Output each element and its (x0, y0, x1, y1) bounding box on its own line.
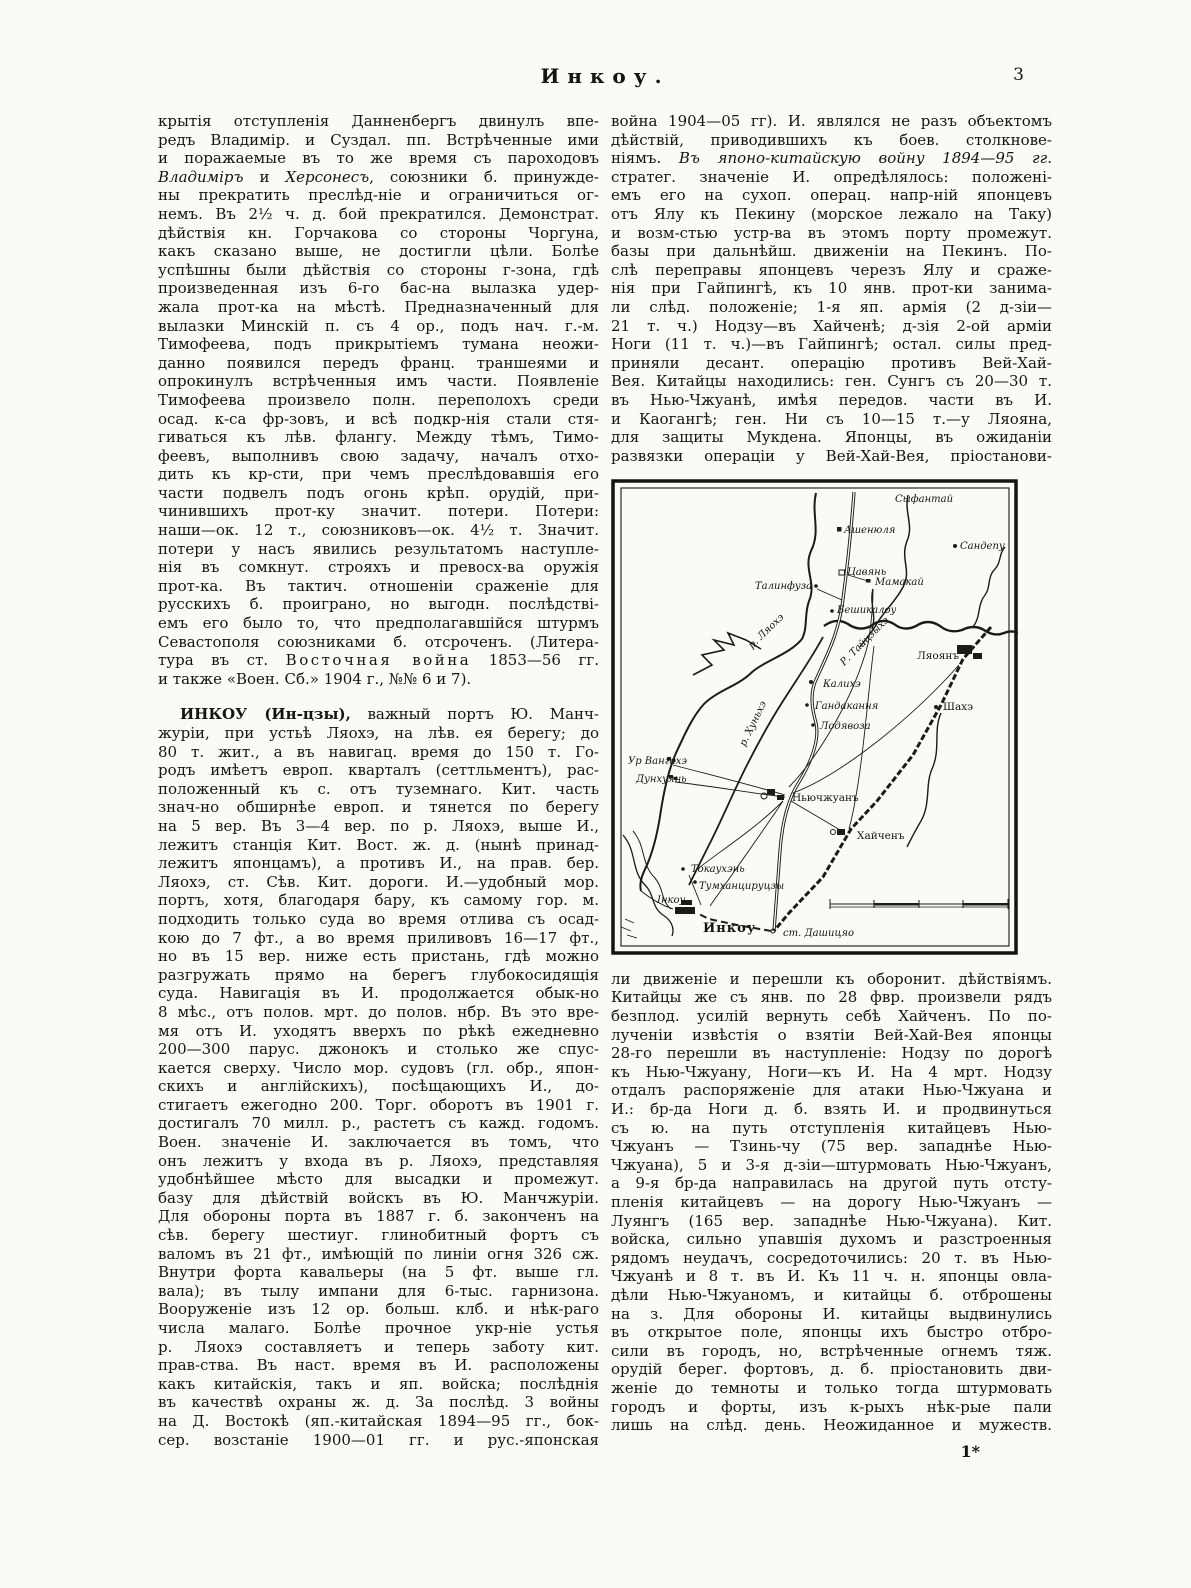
text-line: подходить только суда во время отлива съ осад- (158, 909, 599, 928)
text-line: Чжуана), 5 и 3-я д-зіи—штурмовать Нью-Чжуанъ, (611, 1155, 1052, 1174)
text-line: сер. возстаніе 1900—01 гг. и рус.-японская (158, 1430, 599, 1449)
text-line: женіе до темноты и только тогда штурмовать (611, 1378, 1052, 1397)
text-line: Ноги (11 т. ч.)—въ Гайпингѣ; остал. силы пред- (611, 335, 1052, 354)
text-line: а 9-я бр-да направилась на другой путь отсту- (611, 1174, 1052, 1193)
text-line: 28-го перешли въ наступленіе: Нодзу по дорогѣ (611, 1044, 1052, 1063)
text-segment: ніямъ. (611, 149, 679, 168)
text-line: отдалъ распоряженіе для атаки Нью-Чжуана и (611, 1081, 1052, 1100)
styled-text-segment: Восточная война (285, 651, 472, 670)
text-line: войска, сильно упавшія духомъ и разстроенныя (611, 1230, 1052, 1249)
text-line: русскихъ б. проиграно, но выгодн. послѣдстві- (158, 595, 599, 614)
text-line: на 5 вер. Въ 3—4 вер. по р. Ляохэ, выше И., (158, 816, 599, 835)
text-line: ны прекратить преслѣд-ніе и ограничиться ог- (158, 186, 599, 205)
text-line: въ качествѣ охраны ж. д. За послѣд. 3 войны (158, 1393, 599, 1412)
text-line: р. Ляохэ составляетъ и теперь заботу кит. (158, 1337, 599, 1356)
text-line: и Каогангѣ; ген. Ни съ 10—15 т.—у Ляояна, (611, 409, 1052, 428)
map-label: Тумханцируцзы (699, 881, 785, 893)
text-line: родъ имѣетъ европ. кварталъ (сеттльментъ), рас- (158, 761, 599, 780)
styled-text-segment: ИНКОУ (Ин-цзы), (180, 705, 351, 724)
text-line: положенный къ с. отъ туземнаго. Кит. часть (158, 779, 599, 798)
text-line: чинившихъ прот-ку значит. потери. Потери: (158, 502, 599, 521)
text-line: но въ 15 вер. ниже есть пристань, гдѣ можно (158, 947, 599, 966)
text-line: Тимофеева, подъ прикрытіемъ тумана неожи- (158, 335, 599, 354)
map-label: Шахэ (943, 701, 974, 714)
text-line: Севастополя союзниками б. отсроченъ. (Литера- (158, 632, 599, 651)
map-label: Гандакання (815, 701, 879, 713)
text-line: немъ. Въ 2½ ч. д. бой прекратился. Демонстрат. (158, 204, 599, 223)
text-line: Тимофеева произвело полн. переполохъ среди (158, 390, 599, 409)
text-line: скихъ и англійскихъ), посѣщающихъ И., до- (158, 1077, 599, 1096)
map-label: Бешикалоу (837, 605, 897, 617)
text-line: кается сверху. Число мор. судовъ (гл. обр., япон- (158, 1058, 599, 1077)
map-label: Мамакай (875, 577, 924, 589)
map-label: Цавянь (847, 567, 887, 579)
text-line: Китайцы же съ янв. по 28 фвр. произвели рядъ (611, 988, 1052, 1007)
map-label: Ур Вангахэ (628, 756, 687, 768)
text-line: Чжуанѣ и 8 т. въ И. Къ 11 ч. н. японцы овла- (611, 1267, 1052, 1286)
text-line: прав-ства. Въ наст. время въ И. расположены (158, 1356, 599, 1375)
text-line: и также «Воен. Сб.» 1904 г., №№ 6 и 7). (158, 669, 472, 688)
text-line: емъ его на сухоп. операц. напр-ній японцевъ (611, 186, 1052, 205)
text-segment: тура въ ст. (158, 651, 286, 670)
text-line: городъ и форты, изъ к-рыхъ нѣк-рые пали (611, 1397, 1052, 1416)
map-scale-bar (830, 899, 1008, 909)
text-line: отъ Ялу къ Пекину (морское лежало на Таку) (611, 204, 1052, 223)
text-line: прот-ка. Въ тактич. отношеніи сраженіе для (158, 576, 599, 595)
railway-hatched-line (774, 627, 991, 931)
text-line: осад. к-са фр-зовъ, и всѣ подкр-нія стали стя- (158, 409, 599, 428)
paragraph-right-top (611, 112, 1052, 465)
paragraph-right-bottom (611, 970, 1052, 1435)
text-line: Внутри форта кавальеры (на 5 фт. выше гл. (158, 1263, 599, 1282)
map-rivers (621, 493, 1018, 938)
map-label: Дунхуянь (636, 774, 687, 786)
signature-mark: 1* (960, 1441, 980, 1461)
text-line: успѣшны были дѣйствія со стороны г-зона, гдѣ (158, 260, 599, 279)
text-line (158, 168, 599, 187)
text-line: дѣли Нью-Чжуаномъ, и китайцы б. отброшены (611, 1285, 1052, 1304)
text-line: стратег. значеніе И. опредѣлялось: положені- (611, 167, 1052, 186)
map-label: Інкоу (657, 895, 686, 907)
map-label: Сандепу (960, 541, 1005, 553)
text-line: нія при Гайпингѣ, къ 10 янв. прот-ки занима- (611, 279, 1052, 298)
text-line: онъ лежитъ у входа въ р. Ляохэ, представляя (158, 1151, 599, 1170)
text-line: стигаетъ ежегодно 200. Торг. оборотъ въ 1901 г. (158, 1095, 599, 1114)
text-line: кою до 7 фт., а во время приливовъ 16—17 фт., (158, 928, 599, 947)
text-line: лежитъ японцамъ), а противъ И., на прав. бер. (158, 854, 599, 873)
map-label: р. Хуньхэ (737, 699, 770, 749)
map-label: Сыфантай (895, 494, 954, 506)
text-line: емъ его было то, что предполагавшійся штурмъ (158, 614, 599, 633)
text-line: Луянгъ (165 вер. западнѣе Нью-Чжуана). Кит. (611, 1211, 1052, 1230)
text-line: ли слѣд. положеніе; 1-я яп. армія (2 д-зіи— (611, 297, 1052, 316)
text-line: въ Нью-Чжуанѣ, имѣя передов. части въ И. (611, 390, 1052, 409)
text-line: орудій берег. фортовъ, д. б. пріостановить дви- (611, 1360, 1052, 1379)
text-line: потери у насъ явились результатомъ наступле- (158, 539, 599, 558)
text-line: редъ Владимір. и Суздал. пп. Встрѣченные ими (158, 130, 599, 149)
text-line: базу для дѣйствій войскъ въ Ю. Манчжуріи. (158, 1188, 599, 1207)
map-label: Хайченъ (857, 830, 905, 843)
text-line: безплод. усилій вернуть себѣ Хайченъ. По по- (611, 1007, 1052, 1026)
map-label: Ньючжуанъ (792, 792, 859, 805)
text-line: дѣйствій, приводившихъ къ боев. столкнове- (611, 130, 1052, 149)
text-columns (158, 112, 1052, 1461)
text-line (611, 149, 1052, 168)
styled-text-segment: Въ японо-китайскую войну 1894—95 гг. (678, 149, 1052, 168)
map-label: Токаухэнь (691, 864, 745, 876)
text-line: сѣв. берегу шестиуг. глинобитный фортъ съ (158, 1226, 599, 1245)
text-line: вала); въ тылу импани для 6-тыс. гарнизона. (158, 1281, 599, 1300)
text-line: Для обороны порта въ 1887 г. б. законченъ на (158, 1207, 599, 1226)
text-line: Чжуанъ — Тзинь-чу (75 вер. западнѣе Нью- (611, 1137, 1052, 1156)
text-line: валомъ въ 21 фт., имѣющій по линіи огня 326 сж. (158, 1244, 599, 1263)
page-number: 3 (1013, 65, 1024, 85)
text-line: лежитъ станція Кит. Вост. ж. д. (нынѣ принад- (158, 835, 599, 854)
map-label: Лодявоза (820, 721, 871, 733)
text-line: 200—300 парус. джонокъ и столько же спус- (158, 1040, 599, 1059)
text-line (158, 651, 599, 670)
text-segment: 1853—56 гг. (471, 651, 599, 670)
map-label: Ляоянъ (917, 650, 960, 663)
text-line: Вооруженіе изъ 12 ор. больш. клб. и нѣк-раго (158, 1300, 599, 1319)
paragraph-crimean-war-continuation (158, 112, 599, 688)
text-line: журіи, при устьѣ Ляохэ, на лѣв. ея берегу; до (158, 724, 599, 742)
text-line: Воен. значеніе И. заключается въ томъ, что (158, 1133, 599, 1152)
map-label: ст. Дашицяо (783, 928, 855, 940)
text-line: опрокинулъ встрѣченныя имъ части. Появленіе (158, 372, 599, 391)
text-line: и возм-стью устр-ва въ этомъ порту промежут. (611, 223, 1052, 242)
text-line: на Д. Востокѣ (яп.-китайская 1894—95 гг., бок- (158, 1411, 599, 1430)
text-line: удобнѣйшее мѣсто для высадки и промежут. (158, 1170, 599, 1189)
text-line: части подвелъ подъ огонь крѣп. орудій, при- (158, 483, 599, 502)
text-line (158, 705, 599, 724)
text-line: къ Нью-Чжуану, Ноги—къ И. На 4 мрт. Нодзу (611, 1062, 1052, 1081)
text-line: и поражаемые въ то же время съ пароходовъ (158, 149, 599, 168)
text-line: 80 т. жит., а въ навигац. время до 150 т. Го- (158, 742, 599, 761)
map-label: р. Ляохэ (746, 612, 787, 652)
text-line: числа малаго. Болѣе прочное укр-ніе устья (158, 1319, 599, 1337)
text-line: въ открытое поле, японцы ихъ быстро отбро- (611, 1323, 1052, 1342)
paragraph-inkou-entry (158, 705, 599, 1449)
text-segment: и (243, 167, 286, 186)
text-line: 21 т. ч.) Нодзу—въ Хайченѣ; д-зія 2-ой арміи (611, 316, 1052, 335)
text-line: жала прот-ка на мѣстѣ. Предназначенный для (158, 297, 599, 316)
text-line: слѣ переправы японцевъ черезъ Ялу и сраже- (611, 260, 1052, 279)
text-line: произведенная изъ 6-го бас-на вылазка удер- (158, 279, 599, 298)
text-line: рядомъ неудачъ, сосредоточились: 20 т. въ Нью- (611, 1248, 1052, 1267)
text-line: дѣйствія кн. Горчакова со стороны Чоргуна, (158, 223, 599, 242)
text-line: разгружать прямо на берегъ глубокосидящія (158, 965, 599, 984)
text-line: нія въ сомкнут. строяхъ и превосх-ва оружія (158, 558, 599, 577)
text-line: сили въ городъ, но, встрѣченные огнемъ тяж. (611, 1341, 1052, 1360)
map-label: Р. Тайцзыхэ (838, 615, 892, 669)
map-figure (611, 479, 1052, 960)
text-line: для защиты Мукдена. Японцы, въ ожиданіи (611, 428, 1052, 447)
text-line: съ ю. на путь отступленія китайцевъ Нью- (611, 1118, 1052, 1137)
text-line: Вея. Китайцы находились: ген. Сунгъ съ 20—30 т. (611, 372, 1052, 391)
text-line: приняли десант. операцію противъ Вей-Хай- (611, 353, 1052, 372)
text-line: 8 мѣс., отъ полов. мрт. до полов. нбр. Въ это вре- (158, 1002, 599, 1021)
text-line: крытія отступленія Данненбергъ двинулъ впе- (158, 112, 599, 130)
left-column (158, 112, 599, 1461)
text-line: война 1904—05 гг). И. являлся не разъ объектомъ (611, 112, 1052, 130)
text-line: лишь на слѣд. день. Неожиданное и мужеств. (611, 1416, 1052, 1435)
map-label: Ашенюля (844, 525, 896, 537)
text-line: ли движеніе и перешли къ оборонит. дѣйствіямъ. (611, 969, 1052, 988)
text-line: какъ сказано выше, не достигли цѣли. Болѣе (158, 242, 599, 261)
right-column (611, 112, 1052, 1461)
text-line: И.: бр-да Ноги д. б. взять И. и продвинуться (611, 1100, 1052, 1119)
text-segment: , союзники б. принужде- (369, 167, 599, 186)
map-label: Талинфуза (755, 581, 813, 593)
text-line: достигалъ 70 милл. р., растетъ съ кажд. годомъ. (158, 1114, 599, 1133)
text-line: развязки операціи у Вей-Хай-Вея, пріостанови- (611, 446, 1052, 465)
text-line: базы при дальнѣйш. движеніи на Пекинъ. По- (611, 242, 1052, 261)
text-line: какъ китайскія, такъ и яп. войска; послѣднія (158, 1374, 599, 1393)
text-line: феевъ, выполнивъ свою задачу, началъ отхо- (158, 446, 599, 465)
map-label: Инкоу (703, 921, 757, 937)
text-line: гиваться къ лѣв. флангу. Между тѣмъ, Тимо- (158, 428, 599, 447)
text-line: Ляохэ, ст. Сѣв. Кит. дороги. И.—удобный мор. (158, 872, 599, 891)
text-line: на з. Для обороны И. китайцы выдвинулись (611, 1304, 1052, 1323)
text-line: суда. Навигація въ И. продолжается обык-но (158, 984, 599, 1003)
styled-text-segment: Херсонесъ (285, 167, 370, 186)
text-line: мя отъ И. уходятъ вверхъ по рѣкѣ ежедневно (158, 1021, 599, 1040)
page-header (158, 64, 1052, 90)
inkou-region-map (611, 479, 1018, 955)
text-line: наши—ок. 12 т., союзниковъ—ок. 4½ т. Значит. (158, 521, 599, 540)
text-line: портъ, хотя, благодаря бару, къ самому гор. м. (158, 891, 599, 910)
text-line: данно появился передъ франц. траншеями и (158, 353, 599, 372)
map-label: Калихэ (823, 679, 861, 691)
page-title: Инкоу. (540, 64, 670, 88)
text-line: пленія китайцевъ — на дорогу Нью-Чжуанъ — (611, 1193, 1052, 1211)
text-line: знач-но обширнѣе европ. и тянется по берегу (158, 798, 599, 817)
text-line: дить къ кр-сти, при чемъ преслѣдовавшія его (158, 465, 599, 484)
text-line: лученіи извѣстія о взятіи Вей-Хай-Вея японцы (611, 1025, 1052, 1044)
text-line: вылазки Минскій п. съ 4 ор., подъ нач. г.-м. (158, 316, 599, 335)
styled-text-segment: Владиміръ (158, 167, 244, 186)
text-segment: важный портъ Ю. Манч- (350, 705, 599, 724)
